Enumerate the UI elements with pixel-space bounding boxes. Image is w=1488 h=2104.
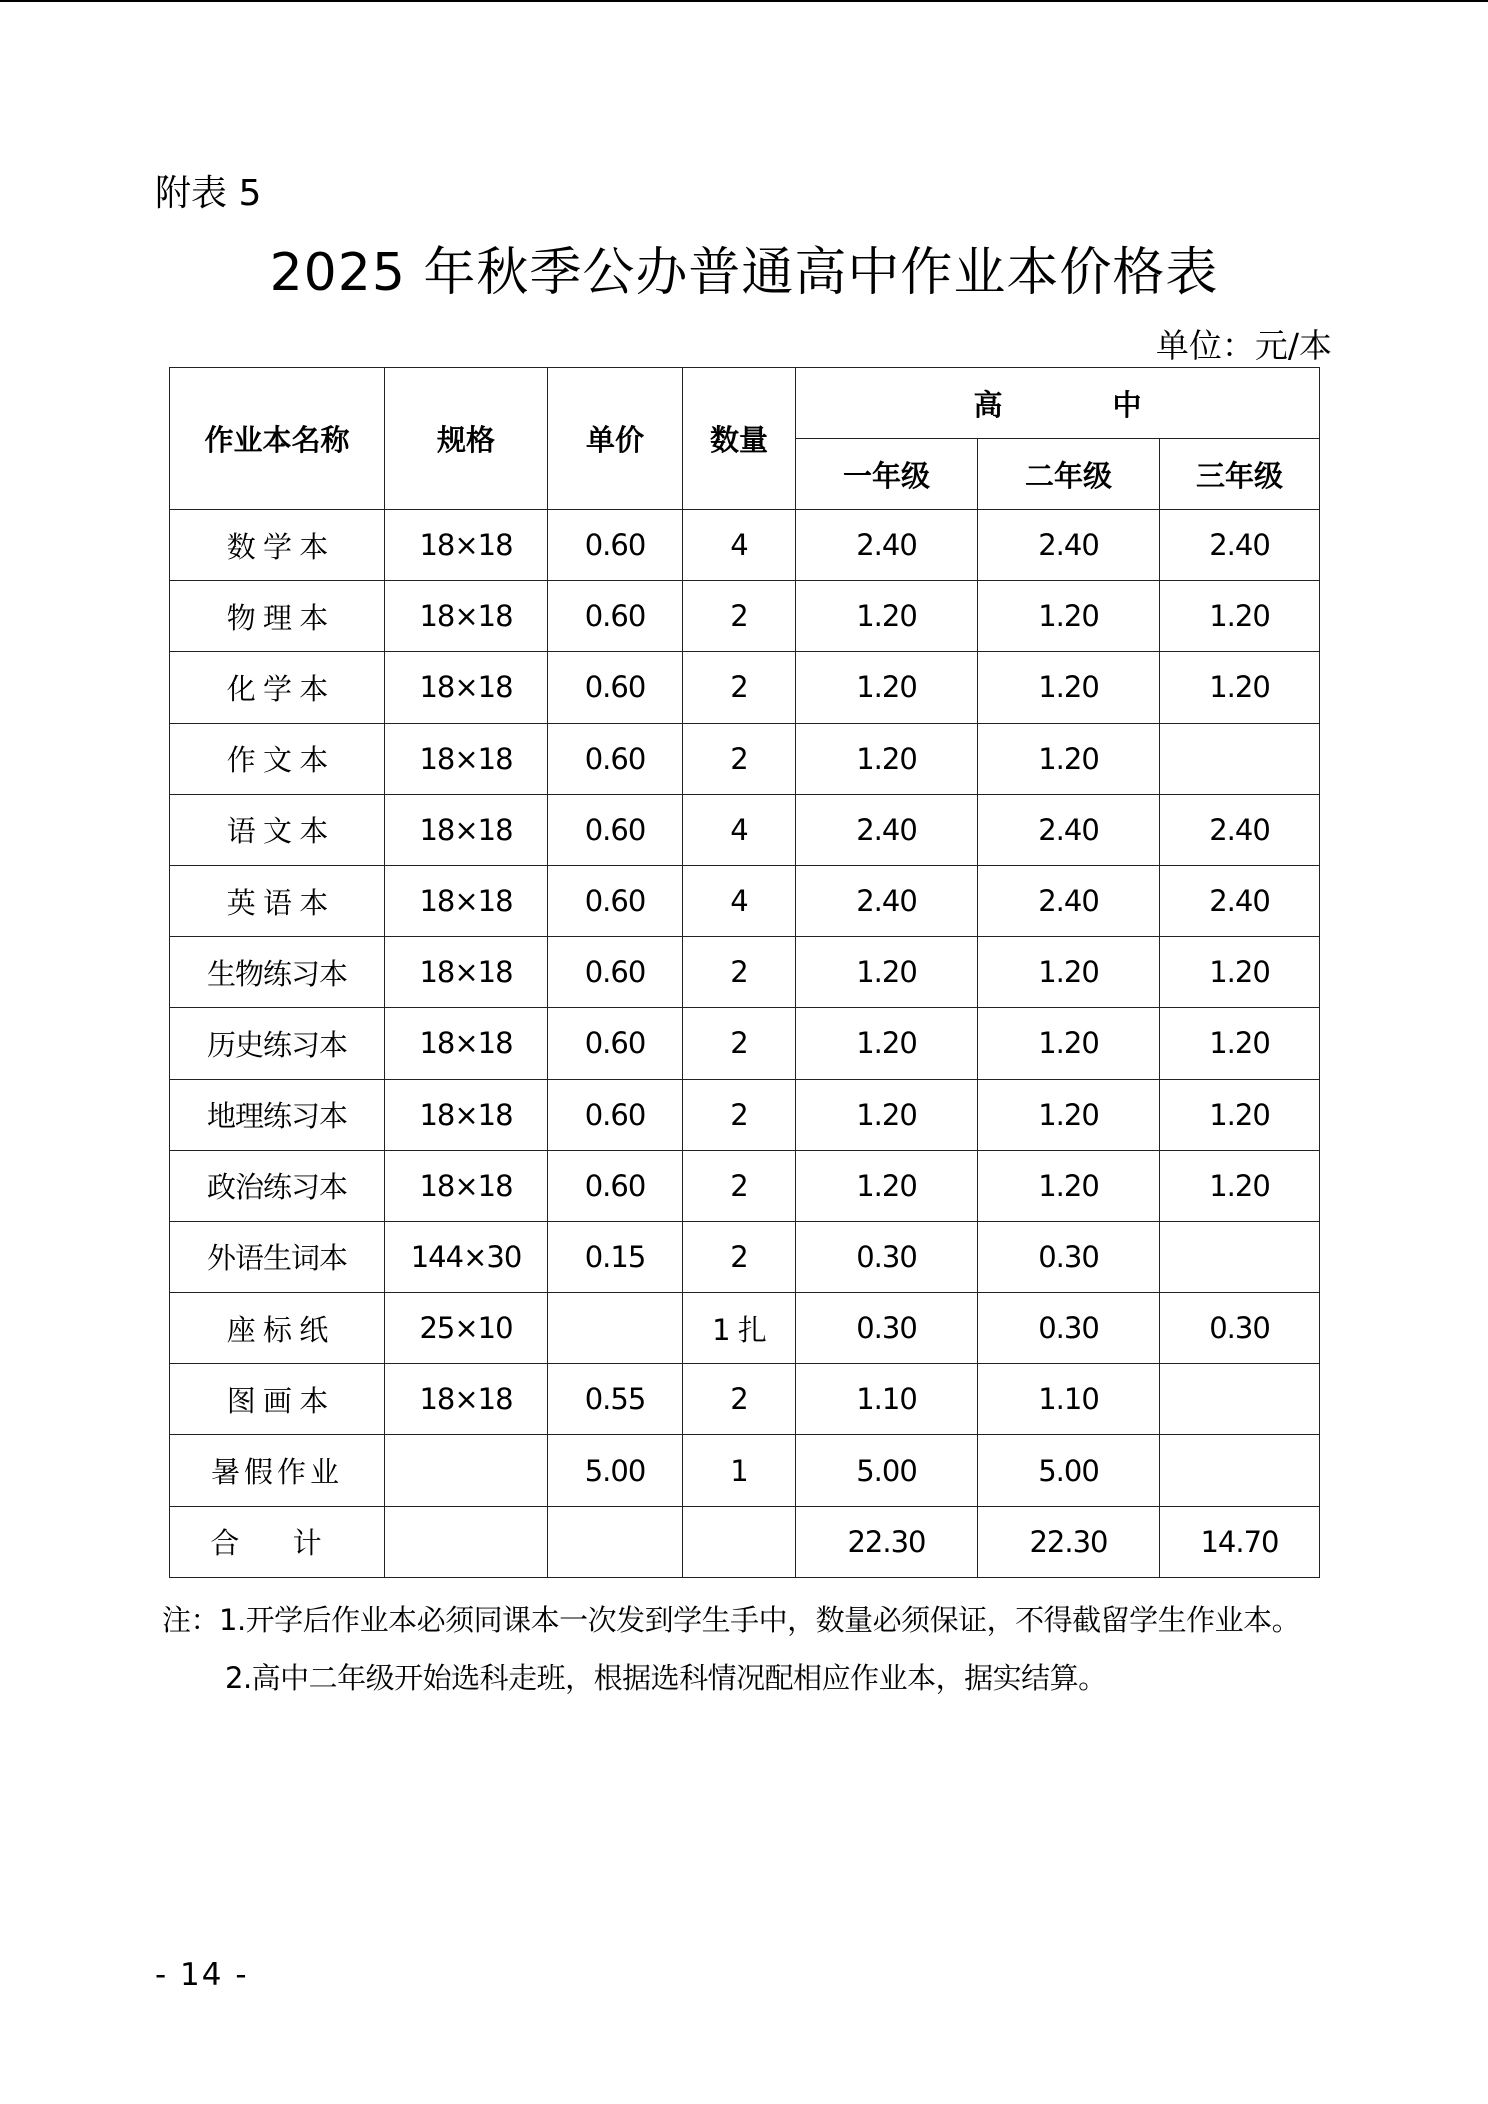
cell-price: 0.60 [548,865,683,936]
cell-name: 座 标 纸 [170,1293,385,1364]
cell-grade-1: 1.20 [796,937,978,1008]
cell-grade-2: 1.20 [978,1008,1160,1079]
cell-qty: 2 [683,652,796,723]
page-title: 2025 年秋季公办普通高中作业本价格表 [269,243,1219,303]
cell-grade-3 [1160,1435,1320,1506]
cell-grade-1: 0.30 [796,1293,978,1364]
cell-qty: 2 [683,937,796,1008]
cell-grade-3 [1160,1364,1320,1435]
cell-grade-3: 2.40 [1160,865,1320,936]
cell-price: 0.55 [548,1364,683,1435]
cell-qty: 2 [683,1008,796,1079]
unit-label: 单位：元/本 [1155,326,1332,365]
cell-qty: 4 [683,865,796,936]
table-row [170,652,1320,723]
cell-price: 0.60 [548,1079,683,1150]
cell-spec: 18×18 [385,1079,548,1150]
cell-name: 生物练习本 [170,937,385,1008]
total-row [170,1506,1320,1577]
cell-spec: 18×18 [385,1008,548,1079]
cell-grade-1: 2.40 [796,865,978,936]
cell-total-label: 合 计 [170,1506,385,1577]
cell-grade-3: 1.20 [1160,1008,1320,1079]
header-quantity: 数量 [683,368,796,510]
cell-price: 0.60 [548,510,683,581]
cell-price: 5.00 [548,1435,683,1506]
cell-qty: 2 [683,1150,796,1221]
cell-grade-2: 1.20 [978,652,1160,723]
table-row [170,1150,1320,1221]
cell-grade-2: 1.20 [978,581,1160,652]
cell-qty: 2 [683,723,796,794]
cell-grade-2: 1.20 [978,937,1160,1008]
cell-qty: 2 [683,1364,796,1435]
table-row [170,510,1320,581]
cell-grade-3: 1.20 [1160,652,1320,723]
cell-total-grade-1: 22.30 [796,1506,978,1577]
cell-spec: 18×18 [385,937,548,1008]
header-grade-1: 一年级 [796,439,978,510]
header-high-school: 高 中 [796,368,1320,439]
cell-grade-1: 1.20 [796,1079,978,1150]
cell-price: 0.60 [548,937,683,1008]
table-row [170,937,1320,1008]
cell-grade-3: 2.40 [1160,510,1320,581]
cell-price: 0.60 [548,1008,683,1079]
table-row [170,1221,1320,1292]
cell-grade-2: 1.20 [978,723,1160,794]
cell-grade-3: 0.30 [1160,1293,1320,1364]
cell-qty: 1 扎 [683,1293,796,1364]
cell-grade-1: 1.20 [796,581,978,652]
cell-grade-3: 2.40 [1160,794,1320,865]
cell-grade-2: 1.20 [978,1150,1160,1221]
cell-price: 0.60 [548,652,683,723]
header-grade-3: 三年级 [1160,439,1320,510]
cell-spec: 18×18 [385,794,548,865]
cell-spec: 144×30 [385,1221,548,1292]
cell-spec: 18×18 [385,1150,548,1221]
table-row [170,581,1320,652]
cell-grade-3: 1.20 [1160,1079,1320,1150]
cell-spec: 18×18 [385,510,548,581]
cell-total-grade-3: 14.70 [1160,1506,1320,1577]
table-row [170,1364,1320,1435]
cell-grade-2: 2.40 [978,794,1160,865]
cell-grade-2: 2.40 [978,510,1160,581]
cell-grade-1: 1.20 [796,652,978,723]
table-row [170,1435,1320,1506]
cell-grade-3: 1.20 [1160,937,1320,1008]
header-unit-price: 单价 [548,368,683,510]
cell-spec [385,1435,548,1506]
cell-spec: 18×18 [385,581,548,652]
cell-grade-2: 1.20 [978,1079,1160,1150]
cell-grade-1: 2.40 [796,510,978,581]
table-row [170,1293,1320,1364]
cell-name: 暑假作业 [170,1435,385,1506]
note-1: 注：1.开学后作业本必须同课本一次发到学生手中，数量必须保证，不得截留学生作业本。 [162,1603,1301,1637]
cell-qty: 2 [683,1221,796,1292]
cell-grade-1: 1.10 [796,1364,978,1435]
cell-name: 外语生词本 [170,1221,385,1292]
cell-grade-1: 5.00 [796,1435,978,1506]
note-2: 2.高中二年级开始选科走班，根据选科情况配相应作业本，据实结算。 [225,1661,1107,1695]
cell-spec [385,1506,548,1577]
header-name: 作业本名称 [170,368,385,510]
cell-grade-1: 1.20 [796,1150,978,1221]
cell-name: 政治练习本 [170,1150,385,1221]
cell-qty [683,1506,796,1577]
cell-price [548,1293,683,1364]
cell-grade-1: 2.40 [796,794,978,865]
cell-qty: 1 [683,1435,796,1506]
cell-spec: 18×18 [385,652,548,723]
page-number: - 14 - [155,1957,249,1993]
cell-qty: 4 [683,794,796,865]
cell-price: 0.60 [548,1150,683,1221]
table-row [170,794,1320,865]
cell-spec: 25×10 [385,1293,548,1364]
cell-grade-1: 0.30 [796,1221,978,1292]
header-spec: 规格 [385,368,548,510]
table-row [170,1008,1320,1079]
attachment-label: 附表 5 [155,173,262,214]
cell-price: 0.60 [548,581,683,652]
cell-spec: 18×18 [385,865,548,936]
cell-name: 图 画 本 [170,1364,385,1435]
cell-price: 0.60 [548,723,683,794]
cell-name: 作 文 本 [170,723,385,794]
cell-name: 英 语 本 [170,865,385,936]
cell-grade-2: 0.30 [978,1221,1160,1292]
cell-grade-3 [1160,1221,1320,1292]
cell-grade-2: 1.10 [978,1364,1160,1435]
cell-grade-3: 1.20 [1160,581,1320,652]
cell-grade-1: 1.20 [796,1008,978,1079]
cell-name: 语 文 本 [170,794,385,865]
cell-grade-3: 1.20 [1160,1150,1320,1221]
cell-grade-2: 5.00 [978,1435,1160,1506]
cell-price: 0.15 [548,1221,683,1292]
cell-grade-3 [1160,723,1320,794]
cell-spec: 18×18 [385,1364,548,1435]
cell-price [548,1506,683,1577]
top-border-line [0,0,1488,2]
cell-grade-1: 1.20 [796,723,978,794]
header-grade-2: 二年级 [978,439,1160,510]
table-row [170,723,1320,794]
cell-name: 化 学 本 [170,652,385,723]
cell-name: 物 理 本 [170,581,385,652]
cell-qty: 2 [683,1079,796,1150]
cell-grade-2: 2.40 [978,865,1160,936]
cell-grade-2: 0.30 [978,1293,1160,1364]
cell-spec: 18×18 [385,723,548,794]
table-row [170,865,1320,936]
cell-qty: 4 [683,510,796,581]
cell-qty: 2 [683,581,796,652]
cell-name: 历史练习本 [170,1008,385,1079]
cell-price: 0.60 [548,794,683,865]
cell-name: 数 学 本 [170,510,385,581]
price-table [169,367,1320,1578]
table-row [170,1079,1320,1150]
cell-name: 地理练习本 [170,1079,385,1150]
cell-total-grade-2: 22.30 [978,1506,1160,1577]
